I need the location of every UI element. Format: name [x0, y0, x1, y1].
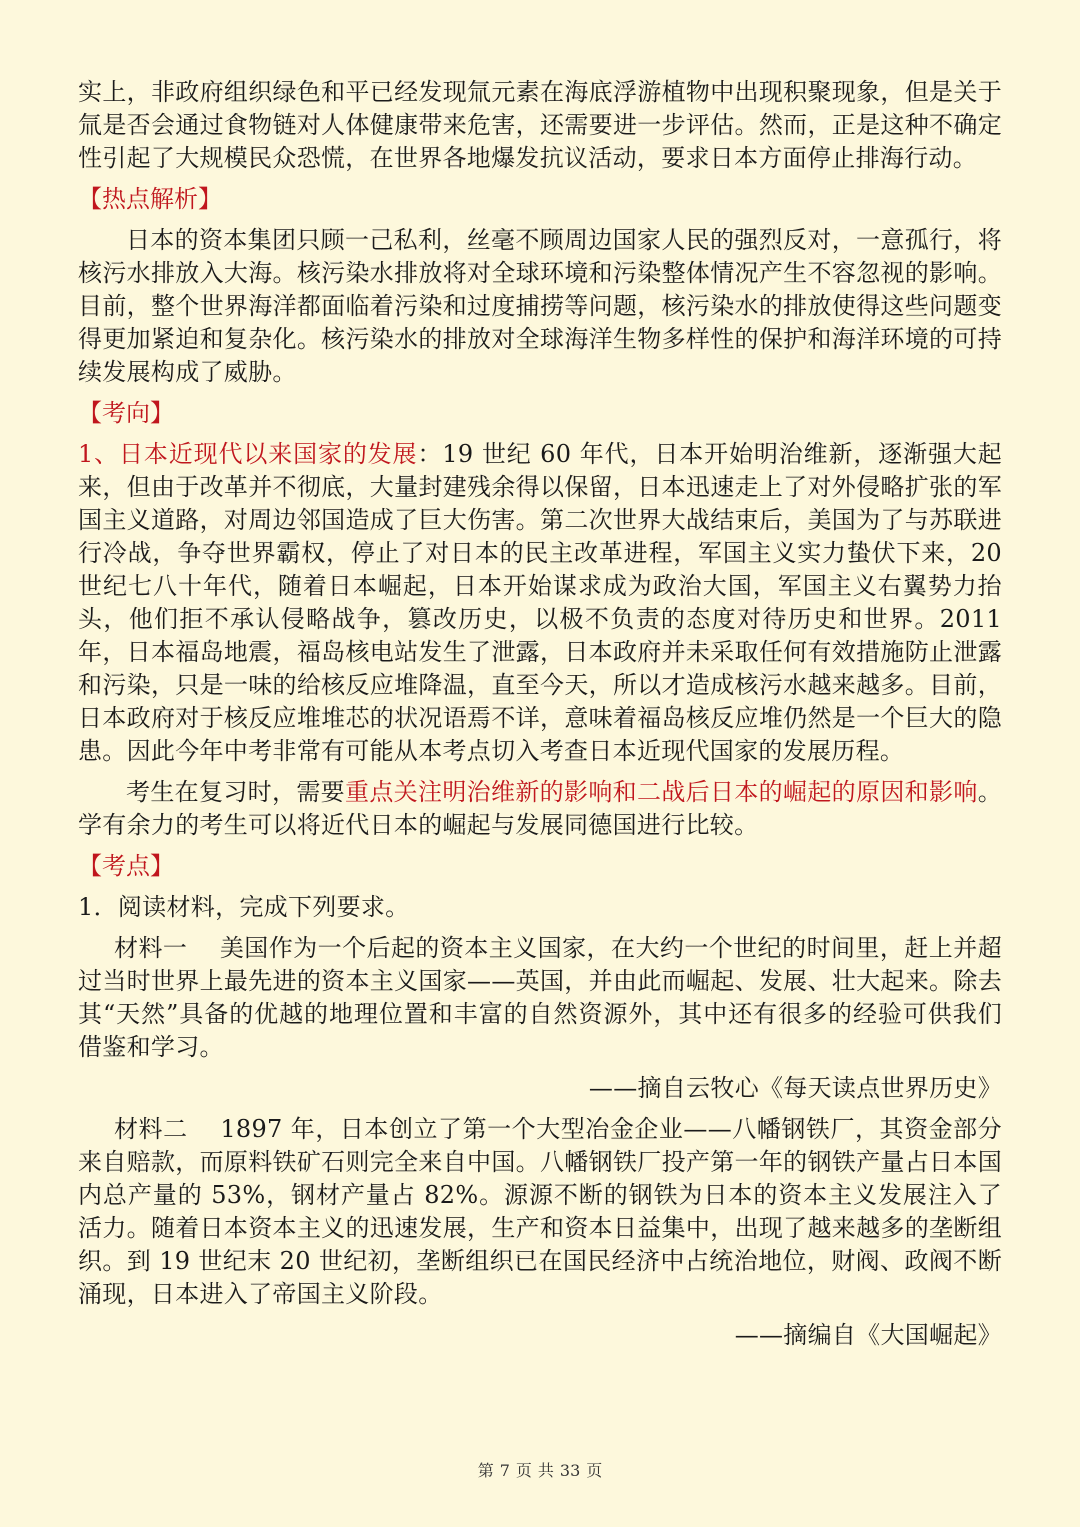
review-suffix: 。学有余力的考生可以将近代日本的崛起与发展同德国进行比较。: [78, 778, 1002, 839]
direction-heading: 【考向】: [78, 399, 174, 427]
hotspot-paragraph: 日本的资本集团只顾一己私利，丝毫不顾周边国家人民的强烈反对，一意孤行，将核污水排放入大海。核污染水排放将对全球环境和污染整体情况产生不容忽视的影响。目前，整个世界海洋都面临着污染和过度捕捞等问题，核污染水的排放使得这些问题变得更加紧迫和复杂化。核污染水的排放对全球海洋生物多样性的保护和海洋环境的可持续发展构成了威胁。: [78, 226, 1002, 386]
review-highlight: 重点关注明治维新的影响和二战后日本的崛起的原因和影响: [345, 778, 978, 806]
direction-item-1-title: 1、日本近现代以来国家的发展: [78, 440, 418, 468]
review-prefix: 考生在复习时，需要: [126, 778, 346, 806]
direction-item-1: [78, 438, 1002, 768]
points-heading: 【考点】: [78, 852, 174, 880]
material-two: 材料二 1897 年，日本创立了第一个大型冶金企业——八幡钢铁厂，其资金部分来自赔款，而原料铁矿石则完全来自中国。八幡钢铁厂投产第一年的钢铁产量占日本国内总产量的 53%，钢材产量占 82%。源源不断的钢铁为日本的资本主义发展注入了活力。随着日本资本主义的迅速发展，生产和资本日益集中，出现了越来越多的垄断组织。到 19 世纪末 20 世纪初，垄断组织已在国民经济中占统治地位，财阀、政阀不断涌现，日本进入了帝国主义阶段。: [78, 1115, 1002, 1308]
material-one: 材料一 美国作为一个后起的资本主义国家，在大约一个世纪的时间里，赶上并超过当时世界上最先进的资本主义国家——英国，并由此而崛起、发展、壮大起来。除去其“天然”具备的优越的地理位置和丰富的自然资源外，其中还有很多的经验可供我们借鉴和学习。: [78, 934, 1002, 1061]
page-content: [78, 76, 1002, 1360]
material-two-source: ——摘编自《大国崛起》: [734, 1321, 1002, 1349]
footer-page-number: 7: [499, 1461, 510, 1480]
intro-paragraph: 实上，非政府组织绿色和平已经发现氚元素在海底浮游植物中出现积聚现象，但是关于氚是否会通过食物链对人体健康带来危害，还需要进一步评估。然而，正是这种不确定性引起了大规模民众恐慌，在世界各地爆发抗议活动，要求日本方面停止排海行动。: [78, 78, 1002, 172]
direction-item-1-text: ：19 世纪 60 年代，日本开始明治维新，逐渐强大起来，但由于改革并不彻底，大量封建残余得以保留，日本迅速走上了对外侵略扩张的军国主义道路，对周边邻国造成了巨大伤害。第二次世界大战结束后，美国为了与苏联进行冷战，争夺世界霸权，停止了对日本的民主改革进程，军国主义实力蛰伏下来，20 世纪七八十年代，随着日本崛起，日本开始谋求成为政治大国，军国主义右翼势力抬头，他们拒不承认侵略战争，篡改历史，以极不负责的态度对待历史和世界。2011 年，日本福岛地震，福岛核电站发生了泄露，日本政府并未采取任何有效措施防止泄露和污染，只是一味的给核反应堆降温，直至今天，所以才造成核污水越来越多。目前，日本政府对于核反应堆堆芯的状况语焉不详，意味着福岛核反应堆仍然是一个巨大的隐患。因此今年中考非常有可能从本考点切入考查日本近现代国家的发展历程。: [78, 440, 1002, 765]
footer-gong: 共: [537, 1461, 554, 1480]
footer-ye2: 页: [586, 1461, 603, 1480]
review-paragraph: [78, 776, 1002, 842]
material-one-source: ——摘自云牧心《每天读点世界历史》: [588, 1074, 1002, 1102]
footer-ye: 页: [515, 1461, 532, 1480]
footer-total-pages: 33: [559, 1461, 581, 1480]
hotspot-heading: 【热点解析】: [78, 185, 222, 213]
question-line: 1．阅读材料，完成下列要求。: [78, 893, 410, 921]
page-footer: [0, 1458, 1080, 1481]
footer-di: 第: [477, 1461, 494, 1480]
